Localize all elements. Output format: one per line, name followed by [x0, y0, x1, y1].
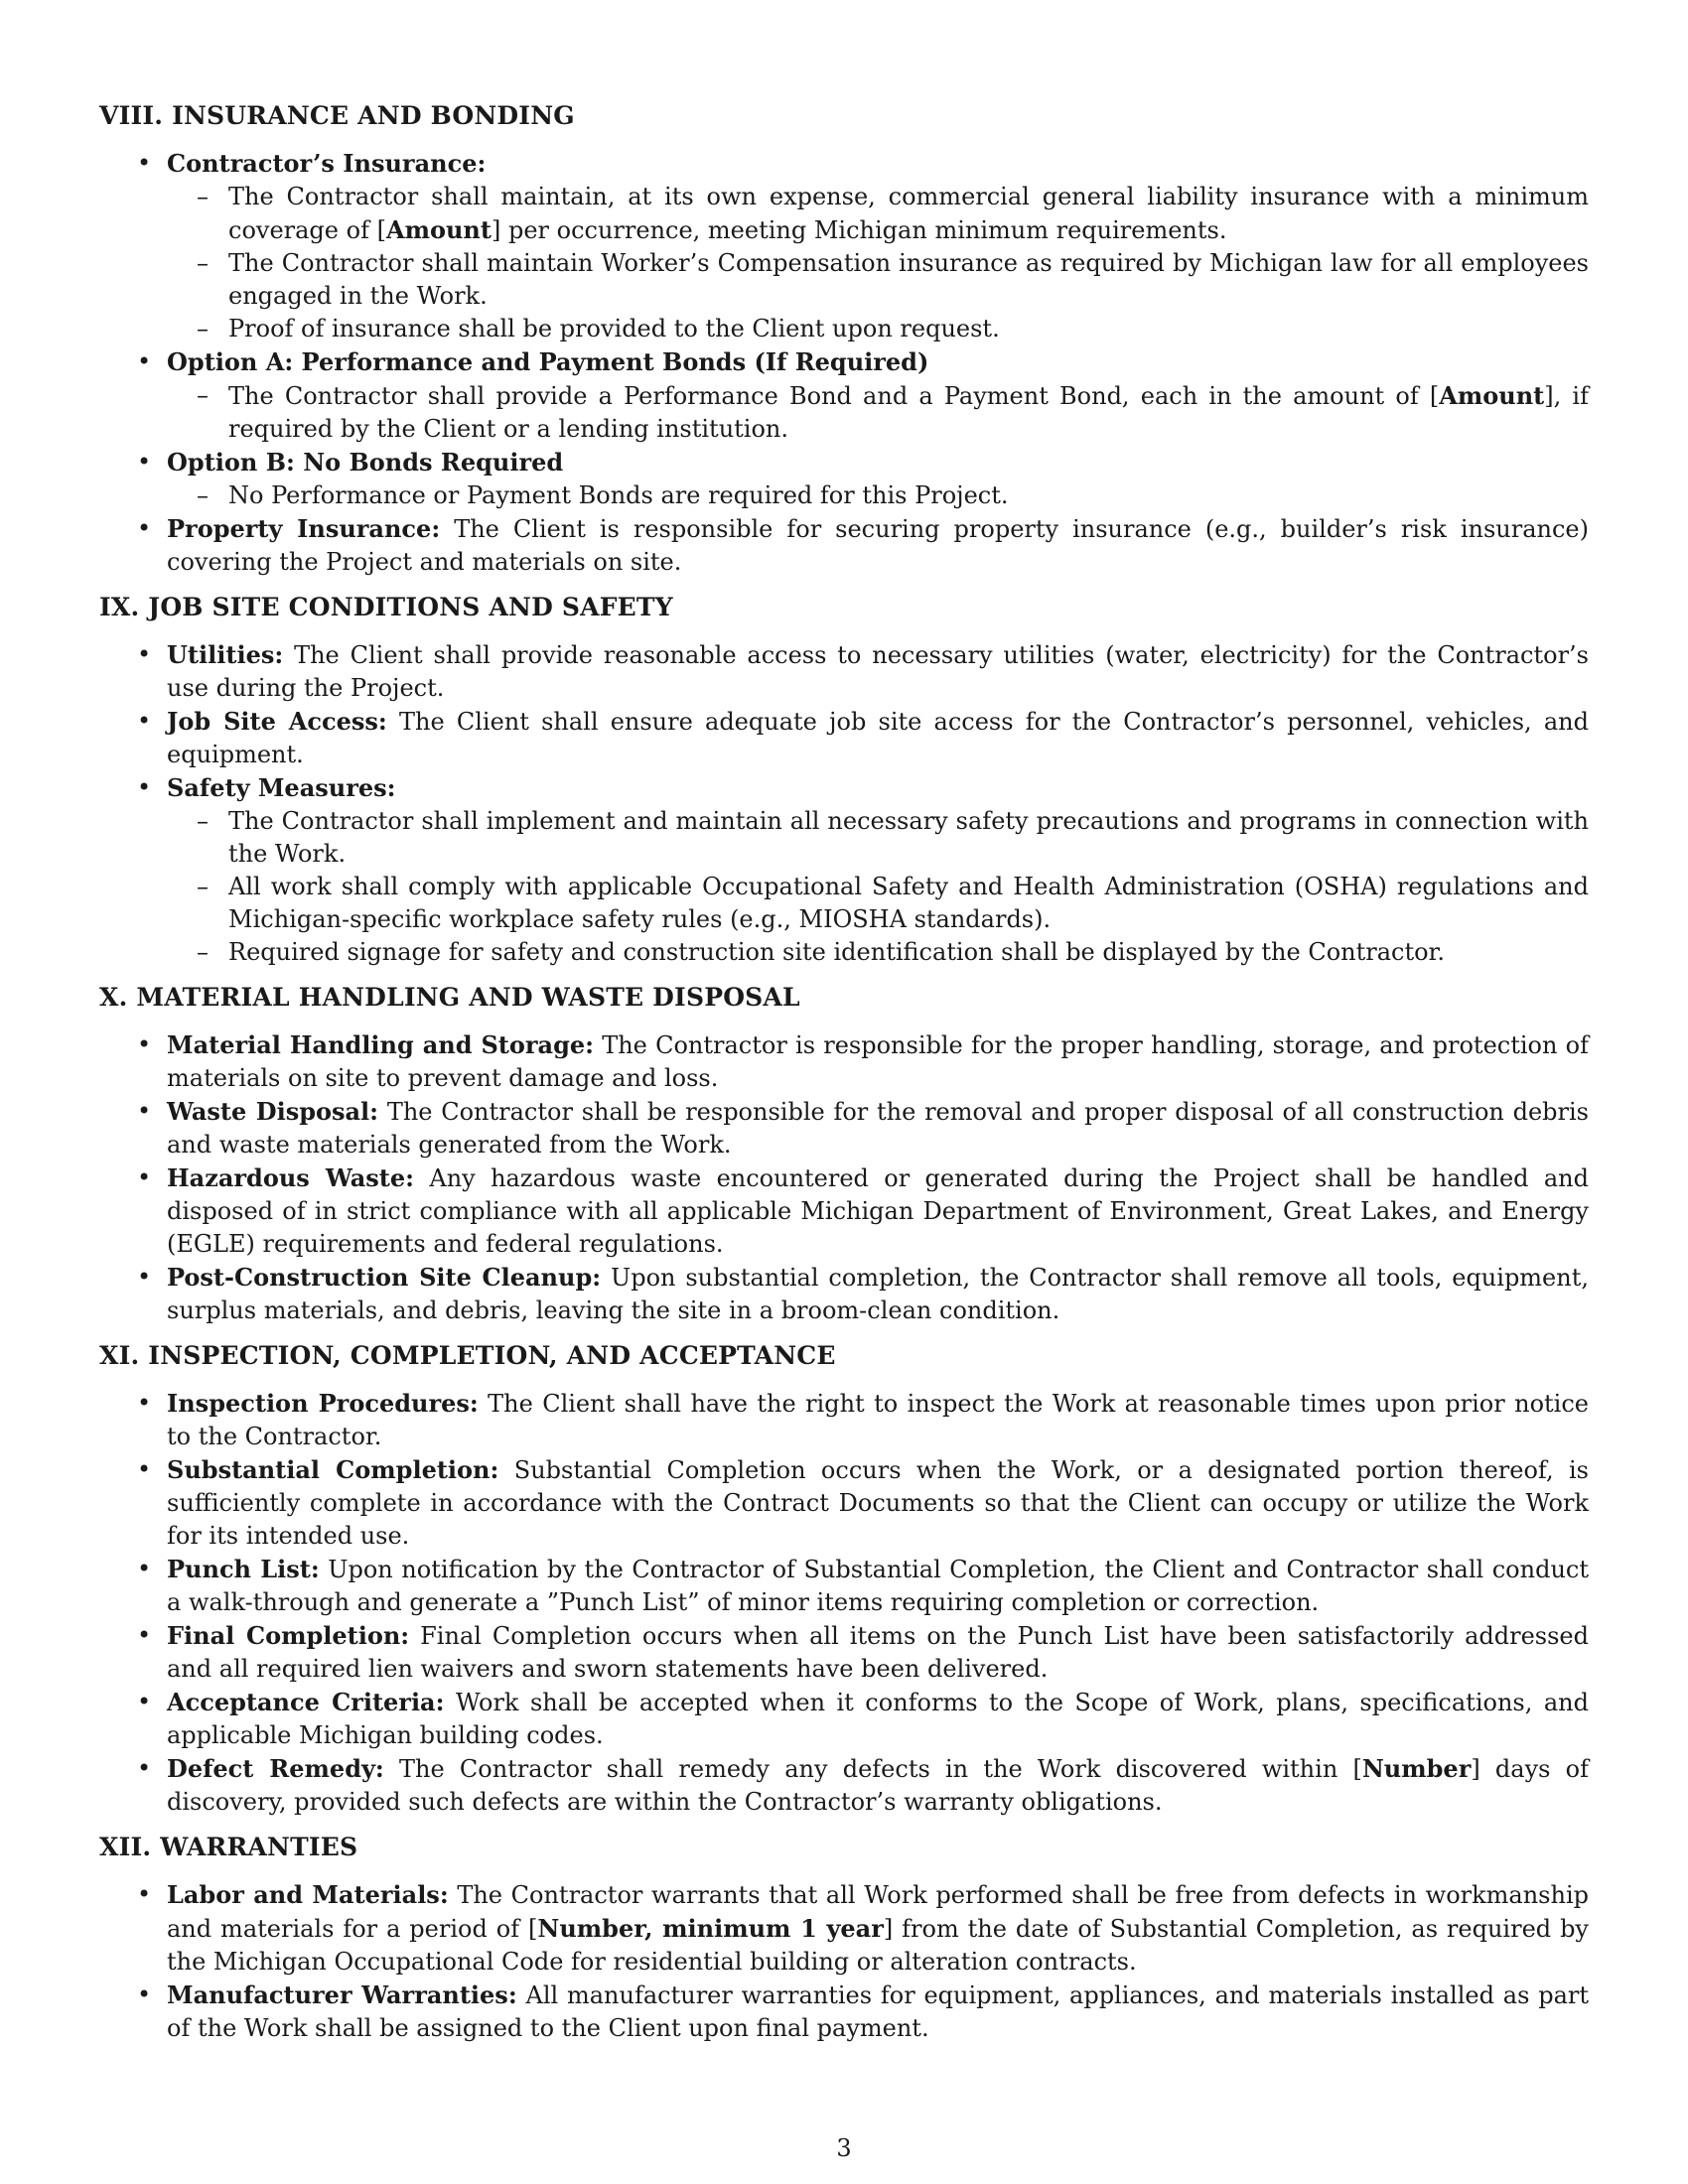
- inspection-list: [99, 1387, 1589, 1819]
- sub-item: – No Performance or Payment Bonds are required for this Project.: [167, 479, 1589, 512]
- list-item: [99, 446, 1589, 512]
- sub-item: – The Contractor shall maintain, at its own expense, commercial general liability insurance with a minimum coverage of [Amount] per occurrence, meeting Michigan minimum requirements.: [167, 181, 1589, 247]
- job-site-list: [99, 638, 1589, 969]
- item-label: Inspection Procedures:: [167, 1389, 479, 1418]
- item-label: Acceptance Criteria:: [167, 1688, 445, 1716]
- insurance-list: [99, 147, 1589, 579]
- item-label: Defect Remedy:: [167, 1754, 384, 1783]
- list-item: • Final Completion: Final Completion occurs when all items on the Punch List have been satisfactorily addressed and all required lien waivers and sworn statements have been delivered.: [99, 1619, 1589, 1686]
- list-item: • Manufacturer Warranties: All manufacturer warranties for equipment, appliances, and materials installed as part of the Work shall be assigned to the Client upon final payment.: [99, 1979, 1589, 2045]
- sub-item: – All work shall comply with applicable Occupational Safety and Health Administration (OSHA) regulations and Michigan-specific workplace safety rules (e.g., MIOSHA standards).: [167, 871, 1589, 936]
- sub-item: – The Contractor shall maintain Worker’s Compensation insurance as required by Michigan law for all employees engaged in the Work.: [167, 247, 1589, 313]
- item-label: Job Site Access:: [167, 707, 387, 736]
- list-item: • Defect Remedy: The Contractor shall remedy any defects in the Work discovered within [Number] days of discovery, provided such defects are within the Contractor’s warranty obligations.: [99, 1752, 1589, 1819]
- section-title-insurance: VIII. INSURANCE AND BONDING: [99, 101, 575, 130]
- item-label: Punch List:: [167, 1555, 320, 1583]
- list-item: • Post-Construction Site Cleanup: Upon substantial completion, the Contractor shall remove all tools, equipment, surplus materials, and debris, leaving the site in a broom-clean condition.: [99, 1261, 1589, 1327]
- item-label: Safety Measures:: [167, 773, 396, 802]
- sub-item: – The Contractor shall implement and maintain all necessary safety precautions and programs in connection with the Work.: [167, 805, 1589, 871]
- sub-list: [167, 181, 1589, 345]
- list-item: • Inspection Procedures: The Client shall have the right to inspect the Work at reasonable times upon prior notice to the Contractor.: [99, 1387, 1589, 1453]
- item-label: Substantial Completion:: [167, 1455, 499, 1484]
- list-item: • Property Insurance: The Client is responsible for securing property insurance (e.g., builder’s risk insurance) covering the Project and materials on site.: [99, 512, 1589, 579]
- sub-item: – Proof of insurance shall be provided to the Client upon request.: [167, 313, 1589, 345]
- list-item: [99, 345, 1589, 446]
- list-item: • Punch List: Upon notification by the Contractor of Substantial Completion, the Client and Contractor shall conduct a walk-through and generate a ”Punch List” of minor items requiring completion or correction.: [99, 1553, 1589, 1619]
- list-item: • Waste Disposal: The Contractor shall be responsible for the removal and proper disposal of all construction debris and waste materials generated from the Work.: [99, 1095, 1589, 1161]
- section-title-material-handling: X. MATERIAL HANDLING AND WASTE DISPOSAL: [99, 983, 800, 1012]
- section-title-inspection: XI. INSPECTION, COMPLETION, AND ACCEPTANCE: [99, 1341, 836, 1370]
- item-label: Hazardous Waste:: [167, 1163, 415, 1192]
- page-number: 3: [836, 2134, 852, 2162]
- item-label: Labor and Materials:: [167, 1880, 449, 1909]
- list-item: • Acceptance Criteria: Work shall be accepted when it conforms to the Scope of Work, plans, specifications, and applicable Michigan building codes.: [99, 1686, 1589, 1752]
- item-label: Manufacturer Warranties:: [167, 1980, 517, 2009]
- sub-list: [167, 379, 1589, 446]
- list-item: • Substantial Completion: Substantial Completion occurs when the Work, or a designated portion thereof, is sufficiently complete in accordance with the Contract Documents so that the Client can occupy or utilize the Work for its intended use.: [99, 1453, 1589, 1553]
- list-item: • Hazardous Waste: Any hazardous waste encountered or generated during the Project shall be handled and disposed of in strict compliance with all applicable Michigan Department of Environment, Great Lakes, and Energy (EGLE) requirements and federal regulations.: [99, 1161, 1589, 1261]
- material-list: [99, 1028, 1589, 1327]
- item-label: Option A: Performance and Payment Bonds (If Required): [167, 347, 929, 376]
- item-label: Material Handling and Storage:: [167, 1030, 594, 1059]
- list-item: [99, 771, 1589, 969]
- item-label: Final Completion:: [167, 1621, 410, 1650]
- item-label: Utilities:: [167, 640, 284, 669]
- sub-item: – The Contractor shall provide a Performance Bond and a Payment Bond, each in the amount of [Amount], if required by the Client or a lending institution.: [167, 379, 1589, 446]
- item-label: Waste Disposal:: [167, 1097, 379, 1126]
- warranties-list: [99, 1878, 1589, 2045]
- item-label: Property Insurance:: [167, 514, 441, 543]
- sub-list: [167, 805, 1589, 969]
- list-item: • Utilities: The Client shall provide reasonable access to necessary utilities (water, electricity) for the Contractor’s use during the Project.: [99, 638, 1589, 705]
- item-label: Option B: No Bonds Required: [167, 448, 564, 477]
- list-item: • Material Handling and Storage: The Contractor is responsible for the proper handling, storage, and protection of materials on site to prevent damage and loss.: [99, 1028, 1589, 1095]
- sub-list: [167, 479, 1589, 512]
- list-item: • Job Site Access: The Client shall ensure adequate job site access for the Contractor’s personnel, vehicles, and equipment.: [99, 705, 1589, 771]
- item-label: Post-Construction Site Cleanup:: [167, 1263, 602, 1292]
- section-title-warranties: XII. WARRANTIES: [99, 1833, 358, 1861]
- item-label: Contractor’s Insurance:: [167, 149, 487, 178]
- list-item: [99, 147, 1589, 345]
- list-item: • Labor and Materials: The Contractor warrants that all Work performed shall be free from defects in workmanship and materials for a period of [Number, minimum 1 year] from the date of Substantial Completion, as required by the Michigan Occupational Code for residential building or alteration contracts.: [99, 1878, 1589, 1979]
- section-title-job-site: IX. JOB SITE CONDITIONS AND SAFETY: [99, 593, 673, 621]
- sub-item: – Required signage for safety and construction site identification shall be displayed by the Contractor.: [167, 936, 1589, 969]
- document-page: [99, 99, 1589, 2057]
